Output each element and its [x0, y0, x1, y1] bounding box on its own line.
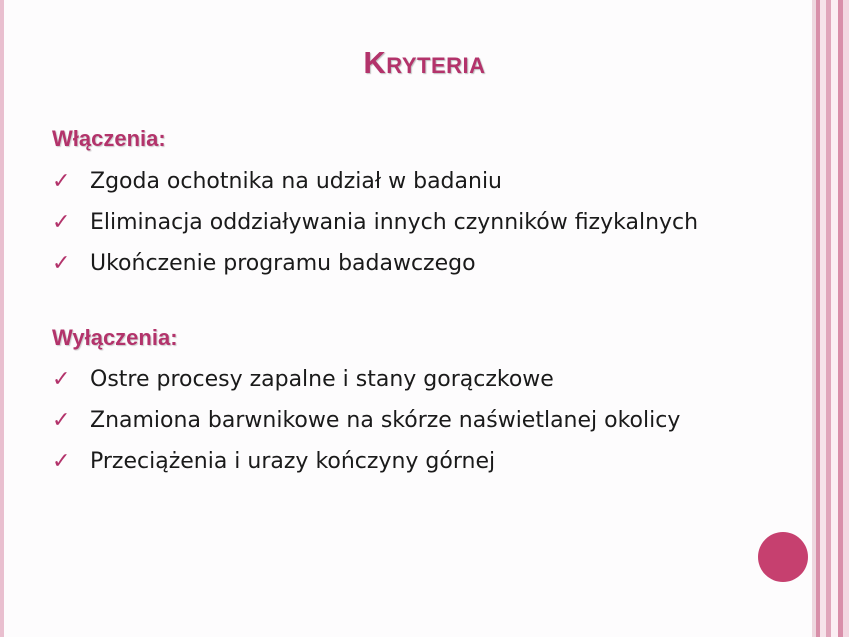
right-stripes-decoration: [812, 0, 849, 637]
checkmark-icon: ✓: [52, 250, 71, 276]
list-item: ✓ Przeciążenia i urazy kończyny górnej: [52, 448, 496, 474]
list-item: ✓ Znamiona barwnikowe na skórze naświetlanej okolicy: [52, 407, 681, 433]
checkmark-icon: ✓: [52, 168, 71, 194]
circle-dot-icon: [758, 532, 808, 582]
checkmark-icon: ✓: [52, 209, 71, 235]
exclusion-heading: Wyłączenia:: [52, 325, 178, 350]
inclusion-list: [52, 161, 698, 284]
checkmark-icon: ✓: [52, 448, 71, 474]
inclusion-heading: Włączenia:: [52, 126, 166, 151]
left-border: [0, 0, 4, 637]
list-item: ✓ Zgoda ochotnika na udział w badaniu: [52, 168, 502, 194]
checkmark-icon: ✓: [52, 407, 71, 433]
exclusion-list: [52, 359, 680, 482]
list-item: ✓ Eliminacja oddziaływania innych czynników fizykalnych: [52, 209, 699, 235]
checkmark-icon: ✓: [52, 366, 71, 392]
list-item: ✓ Ostre procesy zapalne i stany gorączkowe: [52, 366, 554, 392]
slide-title: Kryteria: [363, 45, 486, 80]
list-item: ✓ Ukończenie programu badawczego: [52, 250, 476, 276]
